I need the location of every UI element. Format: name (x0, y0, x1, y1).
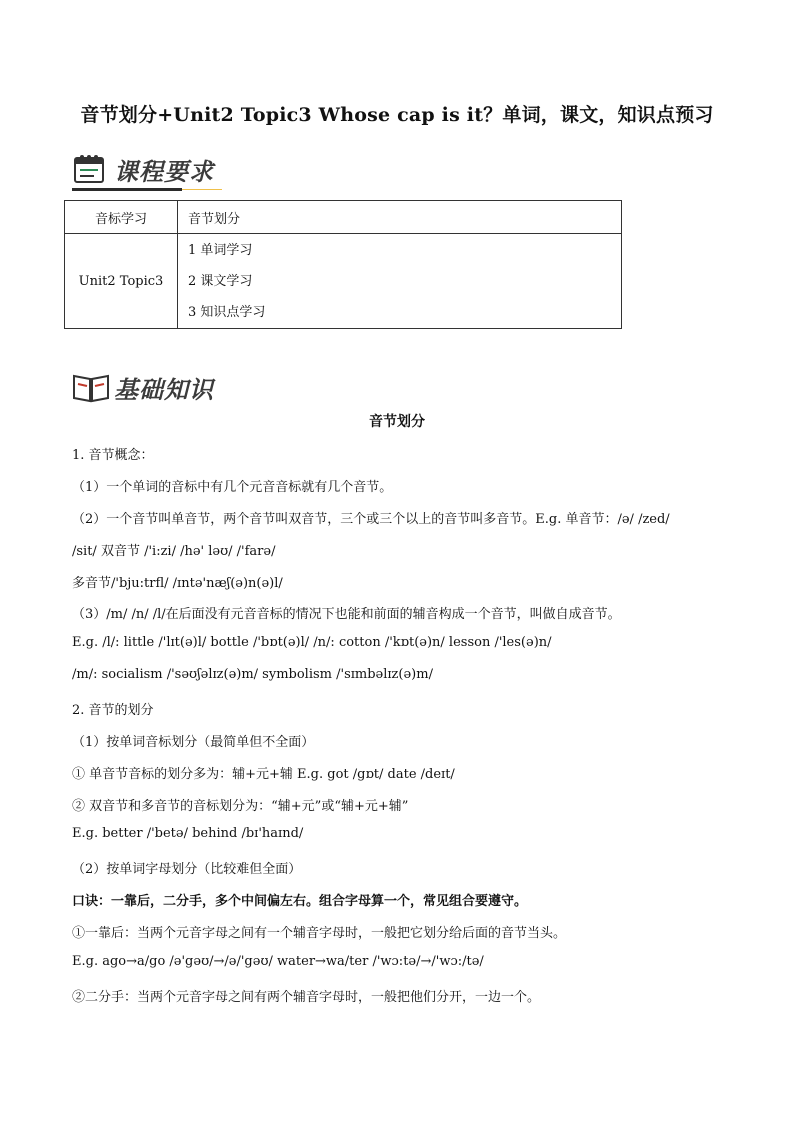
notebook-icon (72, 152, 108, 186)
text-line: ① 单音节音标的划分多为：辅+元+辅 E.g. got /gɒt/ date /deɪt/ (72, 767, 455, 782)
text-line: /m/: socialism /'səʊʃəlɪz(ə)m/ symbolism /'sɪmbəlɪz(ə)m/ (72, 667, 433, 682)
text-line: E.g. better /'betə/ behind /bɪ'haɪnd/ (72, 826, 304, 841)
table-cell: Unit2 Topic3 (65, 234, 178, 329)
text-line: （3）/m/ /n/ /l/在后面没有元音音标的情况下也能和前面的辅音构成一个音节，叫做自成音节。 (72, 607, 621, 622)
table-row (65, 234, 622, 329)
text-line: E.g. ago→a/go /ə'gəʊ/→/ə/'gəʊ/ water→wa/ter /'wɔ:tə/→/'wɔ:/tə/ (72, 954, 484, 969)
text-line: （1）按单词音标划分（最简单但不全面） (72, 735, 315, 750)
requirements-table (64, 200, 622, 329)
text-line: 2. 音节的划分 (72, 703, 154, 718)
banner-label: 基础知识 (114, 376, 214, 404)
text-line: ①一靠后：当两个元音字母之间有一个辅音字母时，一般把它划分给后面的音节当头。 (72, 926, 567, 941)
text-line: E.g. /l/: little /'lɪt(ə)l/ bottle /'bɒt(ə)l/ /n/: cotton /'kɒt(ə)n/ lesson /'les(ə)n/ (72, 635, 552, 650)
text-line: 多音节/'bju:trfl/ /ɪntə'næʃ(ə)n(ə)l/ (72, 576, 283, 591)
text-line: /sit/ 双音节 /'i:zi/ /hə' ləʊ/ /'farə/ (72, 544, 276, 559)
list-item: 2 课文学习 (188, 273, 253, 289)
text-line: 1. 音节概念： (72, 448, 154, 463)
text-line: （2）一个音节叫单音节，两个音节叫双音节，三个或三个以上的音节叫多音节。E.g. 单音节：/ə/ /zed/ (72, 512, 670, 527)
table-cell: 音节划分 (178, 201, 622, 234)
list-item: 1 单词学习 (188, 242, 253, 258)
page-title: 音节划分+Unit2 Topic3 Whose cap is it？单词，课文，知识点预习 (80, 104, 714, 126)
text-line: （2）按单词字母划分（比较难但全面） (72, 862, 302, 877)
text-line: ② 双音节和多音节的音标划分为：“辅+元”或“辅+元+辅” (72, 799, 409, 814)
divider (182, 189, 222, 190)
basic-knowledge-banner (72, 366, 272, 412)
divider (72, 188, 182, 191)
table-cell: 音标学习 (65, 201, 178, 234)
banner-label: 课程要求 (114, 158, 214, 186)
list-item: 3 知识点学习 (188, 304, 266, 320)
section-title: 音节划分 (369, 414, 425, 430)
text-line: ②二分手：当两个元音字母之间有两个辅音字母时，一般把他们分开，一边一个。 (72, 990, 541, 1005)
course-requirements-banner (72, 148, 272, 194)
mnemonic: 口诀：一靠后，二分手，多个中间偏左右。组合字母算一个，常见组合要遵守。 (72, 894, 528, 909)
table-row (65, 201, 622, 234)
book-icon (72, 370, 110, 404)
text-line: （1）一个单词的音标中有几个元音音标就有几个音节。 (72, 480, 393, 495)
table-cell (178, 234, 622, 329)
